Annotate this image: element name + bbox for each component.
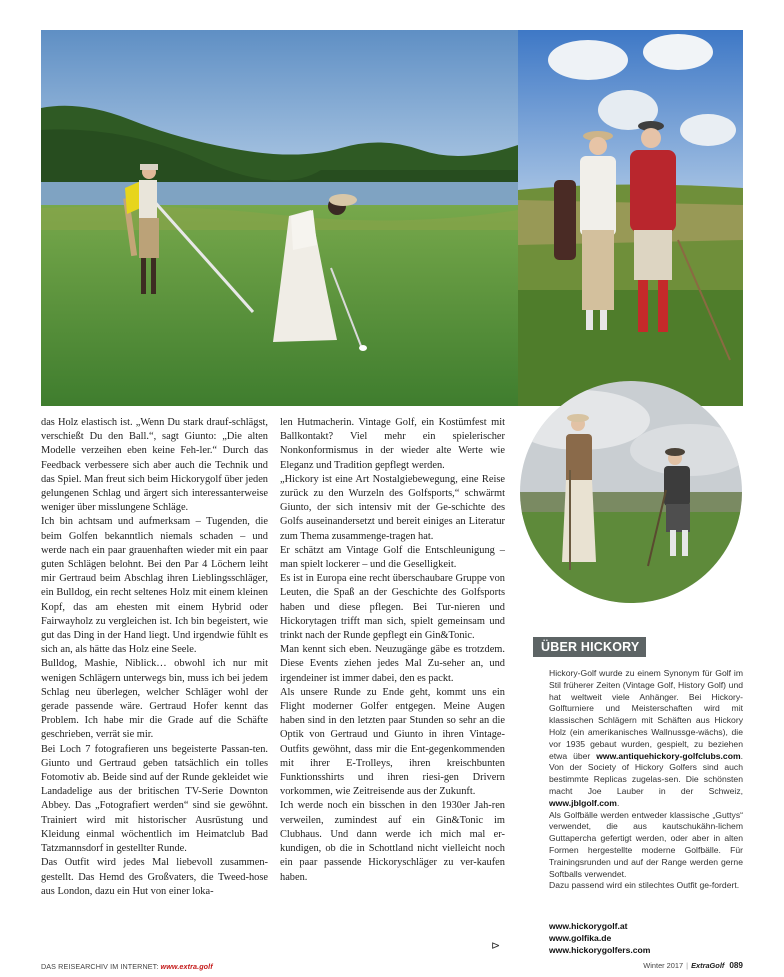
sidebar-link-jblgolf[interactable]: www.jblgolf.com — [549, 797, 617, 808]
sidebar-text — [549, 668, 743, 892]
footer-label: DAS REISEARCHIV IM INTERNET: — [41, 962, 161, 971]
col2-paragraph: Es ist in Europa eine recht überschaubare Gruppe von Leuten, die Spaß an der Geschichte des Golfsports haben und diese pflegen. Bei Tur-nieren und Hickorytagen trifft man sich, spielt gemeinsam und trinkt nach der Runde gepflegt ein Gin&Tonic. — [280, 573, 505, 642]
col2-paragraph: Als unsere Runde zu Ende geht, kommt uns ein Flight moderner Golfer entgegen. Meine Augen haben sind in den letzten paar Stunden so sehr an die Optik von Gertraud und Giunto in ihren Vintage-Outfits gewöhnt, dass mir die Ent-gegenkommenden mit ihrer E-Trolleys, ihren kreischbunten Funktionsshirts und ihren riesi-gen Drivern vorkommen, wie Zeitreisende aus der Zukunft. — [280, 686, 505, 798]
footer-page-info — [643, 961, 743, 970]
footer-separator: | — [686, 961, 689, 970]
sidebar-paragraph — [549, 668, 743, 810]
sidebar-text-span: Hickory-Golf wurde zu einem Synonym für Golf im Stil früherer Zeiten (Vintage Golf, History Golf) und hat weltweit viele Anhänger. Bei Hickory-Golfturniere und Meisterschaften wird mit klassischen Schlägern mit Schäften aus Hickory Holz (ein amerikanisches Wallnussge-wächs), die vor 1935 gebaut wurden, gespielt, zu beziehen etwa über — [549, 668, 743, 761]
photo-lakeside-golfers — [41, 30, 518, 406]
sidebar-text-span: . Von der Society of Hickory Golfers sind auch bestimmte Replicas zugelas-sen. Die schönsten macht Joe Lauber in der Schweiz, — [549, 750, 743, 796]
col2-paragraph: Er schätzt am Vintage Golf die Entschleunigung – man spielt lockerer – und die Geselligkeit. — [280, 544, 505, 571]
sidebar-paragraph: Dazu passend wird ein stilechtes Outfit ge-fordert. — [549, 880, 740, 891]
col1-paragraph: Bulldog, Mashie, Niblick… obwohl ich nur mit wenigen Schlägern unterwegs bin, muss ich bei jedem Schlag neu überlegen, welcher Schläger wohl der gerade passende wäre. Gertraud Hofer kennt das Problem. Ich habe mir die Grade auf die Schäfte geschrieben, verrät sie mir. — [41, 658, 268, 741]
photo-circular-golfers — [520, 380, 742, 604]
sidebar-text-span: . — [616, 797, 620, 808]
woman-with-umbrella — [562, 414, 596, 570]
link-hickorygolfers[interactable]: www.hickorygolfers.com — [549, 945, 651, 955]
sidebar-paragraph: Als Golfbälle werden entweder klassische „Guttys“ verwendet, die aus kautschukähn-lichem Guttapercha gefertigt werden, oder aber in alten Formen hergestellte moderne Golfbälle. Für Trainingsrunden und auf der Range werden gerne Softballs verwendet. — [549, 809, 743, 879]
col2-paragraph: Man kennt sich eben. Neuzugänge gäbe es trotzdem. Diese Events ziehen jedes Mal Zu-seher an, und irgendeiner ist immer dabei, den es packt. — [280, 644, 505, 684]
link-hickorygolf[interactable]: www.hickorygolf.at — [549, 921, 628, 931]
footer-archive — [41, 962, 213, 971]
link-golfika[interactable]: www.golfika.de — [549, 933, 612, 943]
page-number: 089 — [729, 961, 743, 970]
footer-magazine: ExtraGolf — [691, 961, 725, 970]
end-of-article-mark: ⊳ — [491, 940, 501, 952]
col2-paragraph: „Hickory ist eine Art Nostalgiebewegung, eine Reise zurück zu den Wurzeln des Golfsports,“ schwärmt Giunto, der sich intensiv mit der Ge-schichte des Golfs auseinandersetzt und bereit einiges an Literatur zum Thema zusammenge-tragen hat. — [280, 473, 505, 542]
photo-couple-portrait — [518, 30, 743, 406]
col1-paragraph: Ich bin achtsam und aufmerksam – Tugenden, die beim Golfen bekanntlich niemals schaden – und werde nach ein paar grauenhaften wieder mit ein paar guten Schlägen belohnt. Bei den Par 4 Löchern leiht mir Gertraud beim Abschlag ihren Lieblingsschläger, ein Bulldog, ein recht seltenes Holz mit einem kleinen Kopf, das am ehesten mit einem Hybrid oder Fairwayholz zu vergleichen ist. Ich bin begeistert, wie gut das Ding in der Hand liegt. Und irgendwie fühlt es sich an, als hätte das Holz eine Seele. — [41, 516, 268, 656]
col1-paragraph: Bei Loch 7 fotografieren uns begeisterte Passan-ten. Giunto und Gertraud geben tatsächlich ein tolles Fotomotiv ab. Beide sind auf der Runde gekleidet wie Landadelige aus der britischen TV-Serie Downton Abbey. Das „Fotografiert werden“ sind sie gewöhnt. Trainiert wird mit historischer Ausrüstung und Kleidung einmal wöchentlich im Heimatclub Bad Tatzmannsdorf in gestellter Runde. — [41, 743, 268, 855]
sidebar-link-antiquehickory[interactable]: www.antiquehickory-golfclubs.com — [596, 750, 741, 761]
sidebar-links — [549, 920, 650, 956]
article-column-1 — [41, 416, 268, 899]
sidebar-heading: ÜBER HICKORY — [533, 637, 646, 657]
footer-url[interactable]: www.extra.golf — [160, 962, 213, 971]
col2-paragraph: Ich werde noch ein bisschen in den 1930er Jah-ren verweilen, zumindest auf ein Gin&Tonic im Clubhaus. Und dann werde ich mich mal er-kundigen, ob die in Schottland nicht vielleicht noch ein paar passende Hickoryschläger zu ver-kaufen haben. — [280, 800, 505, 883]
article-column-2 — [280, 416, 505, 885]
col1-paragraph: das Holz elastisch ist. „Wenn Du stark drauf-schlägst, verschießt Du den Ball.“, sagt Giunto: „Die alten Modelle verzeihen eben keine Feh-ler.“ Durch das Feedback verbessere sich aber auch die Technik und das Spiel. Man freut sich beim Hickorygolf über jeden gelungenen Schlag und ärgert sich interessanterweise weniger über misslungene Schläge. — [41, 417, 268, 514]
col2-paragraph: len Hutmacherin. Vintage Golf, ein Kostümfest mit Ballkontakt? Viel mehr ein spielerischer Nonkonformismus in der wieder alte Werte wie Eleganz und Tradition gepflegt werden. — [280, 417, 505, 471]
col1-paragraph: Das Outfit wird jedes Mal liebevoll zusammen-gestellt. Das Hemd des Großvaters, die Tweed-hose aus London, dazu ein Hut von einer loka- — [41, 857, 268, 897]
footer-issue: Winter 2017 — [643, 961, 684, 970]
